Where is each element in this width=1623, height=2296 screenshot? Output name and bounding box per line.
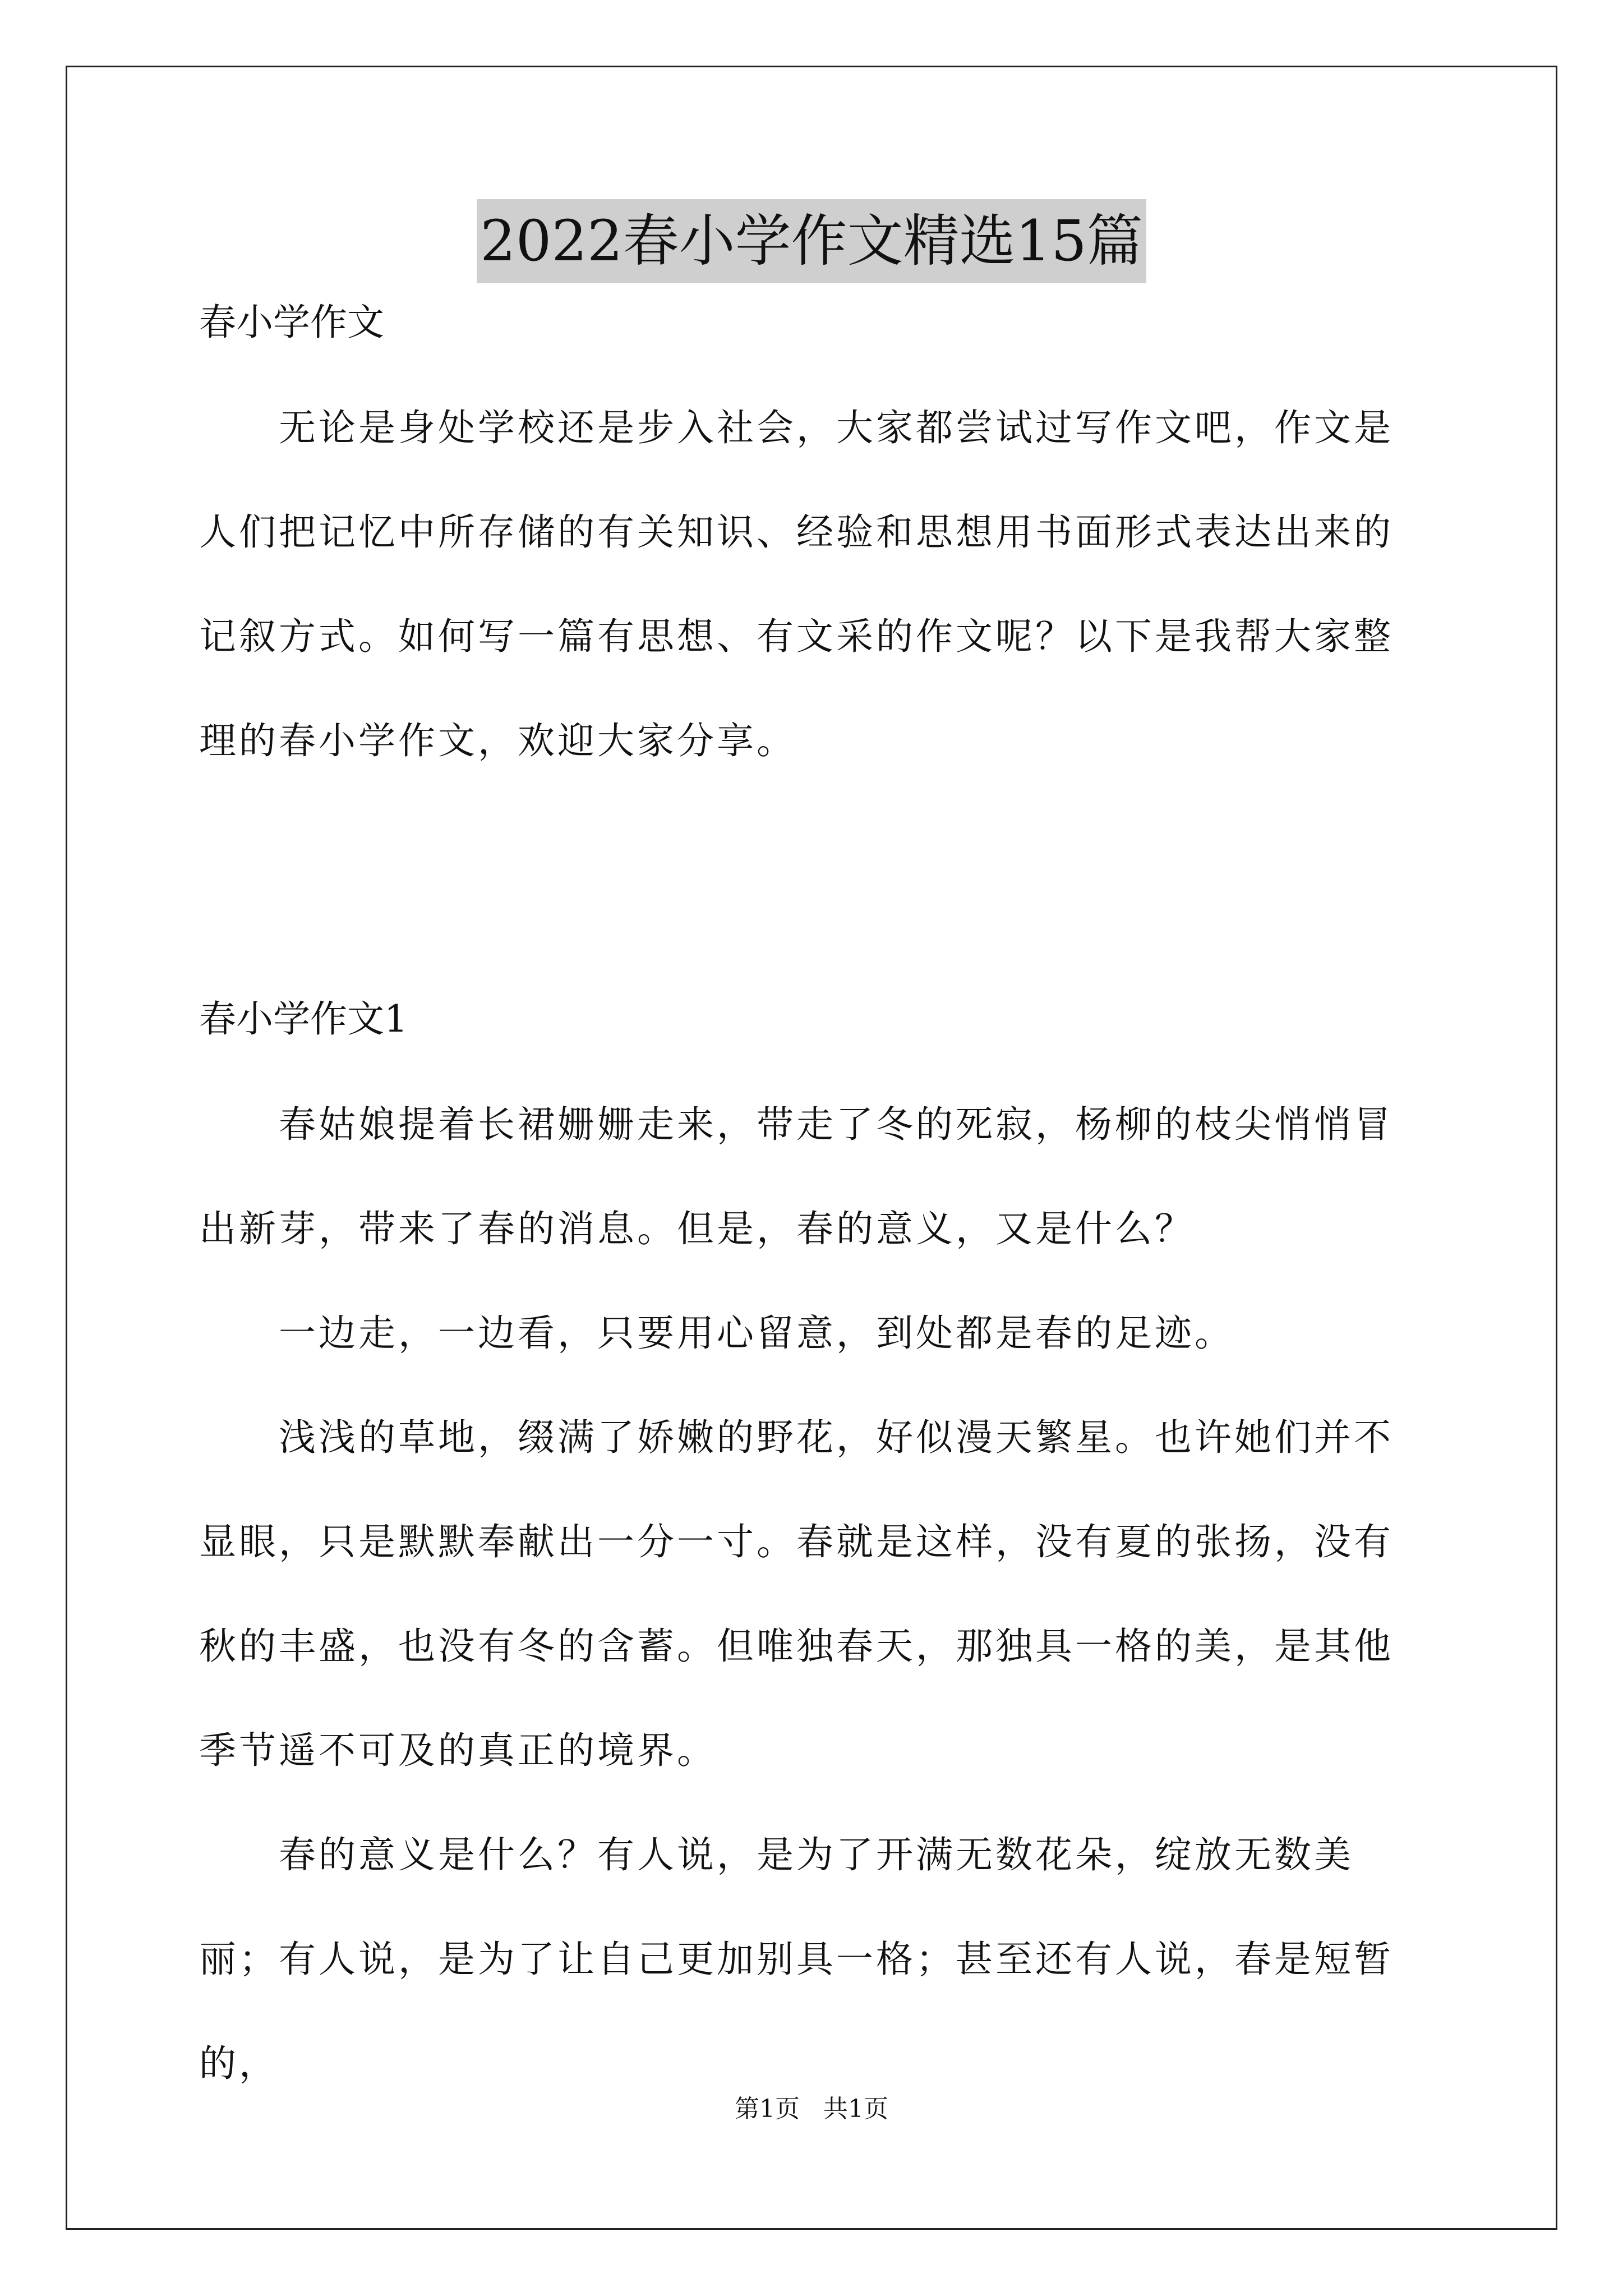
page-footer: 第1页 共1页 <box>735 2095 888 2123</box>
paragraph: 一边走，一边看，只要用心留意，到处都是春的足迹。 <box>279 1312 1234 1355</box>
section-heading: 春小学作文1 <box>199 997 408 1041</box>
paragraph: 无论是身处学校还是步入社会，大家都尝试过写作文吧，作文是人们把记忆中所存储的有关知识、经验和思想用书面形式表达出来的记叙方式。如何写一篇有思想、有文采的作文呢？以下是我帮大家整理的春小学作文，欢迎大家分享。 <box>199 406 1394 762</box>
section-heading: 春小学作文 <box>199 301 384 344</box>
paragraph: 浅浅的草地，缀满了娇嫩的野花，好似漫天繁星。也许她们并不显眼，只是默默奉献出一分一寸。春就是这样，没有夏的张扬，没有秋的丰盛，也没有冬的含蓄。但唯独春天，那独具一格的美，是其他季节遥不可及的真正的境界。 <box>199 1416 1394 1772</box>
paragraph: 春的意义是什么？有人说，是为了开满无数花朵，绽放无数美丽；有人说，是为了让自己更加别具一格；甚至还有人说，春是短暂的， <box>199 1833 1394 2085</box>
document-title: 2022春小学作文精选15篇 <box>477 199 1146 283</box>
section-essay-1 <box>199 994 1433 2116</box>
section-intro <box>199 297 1433 793</box>
title-container <box>0 199 1623 283</box>
paragraph: 春姑娘提着长裙姗姗走来，带走了冬的死寂，杨柳的枝尖悄悄冒出新芽，带来了春的消息。但是，春的意义，又是什么？ <box>199 1103 1394 1250</box>
